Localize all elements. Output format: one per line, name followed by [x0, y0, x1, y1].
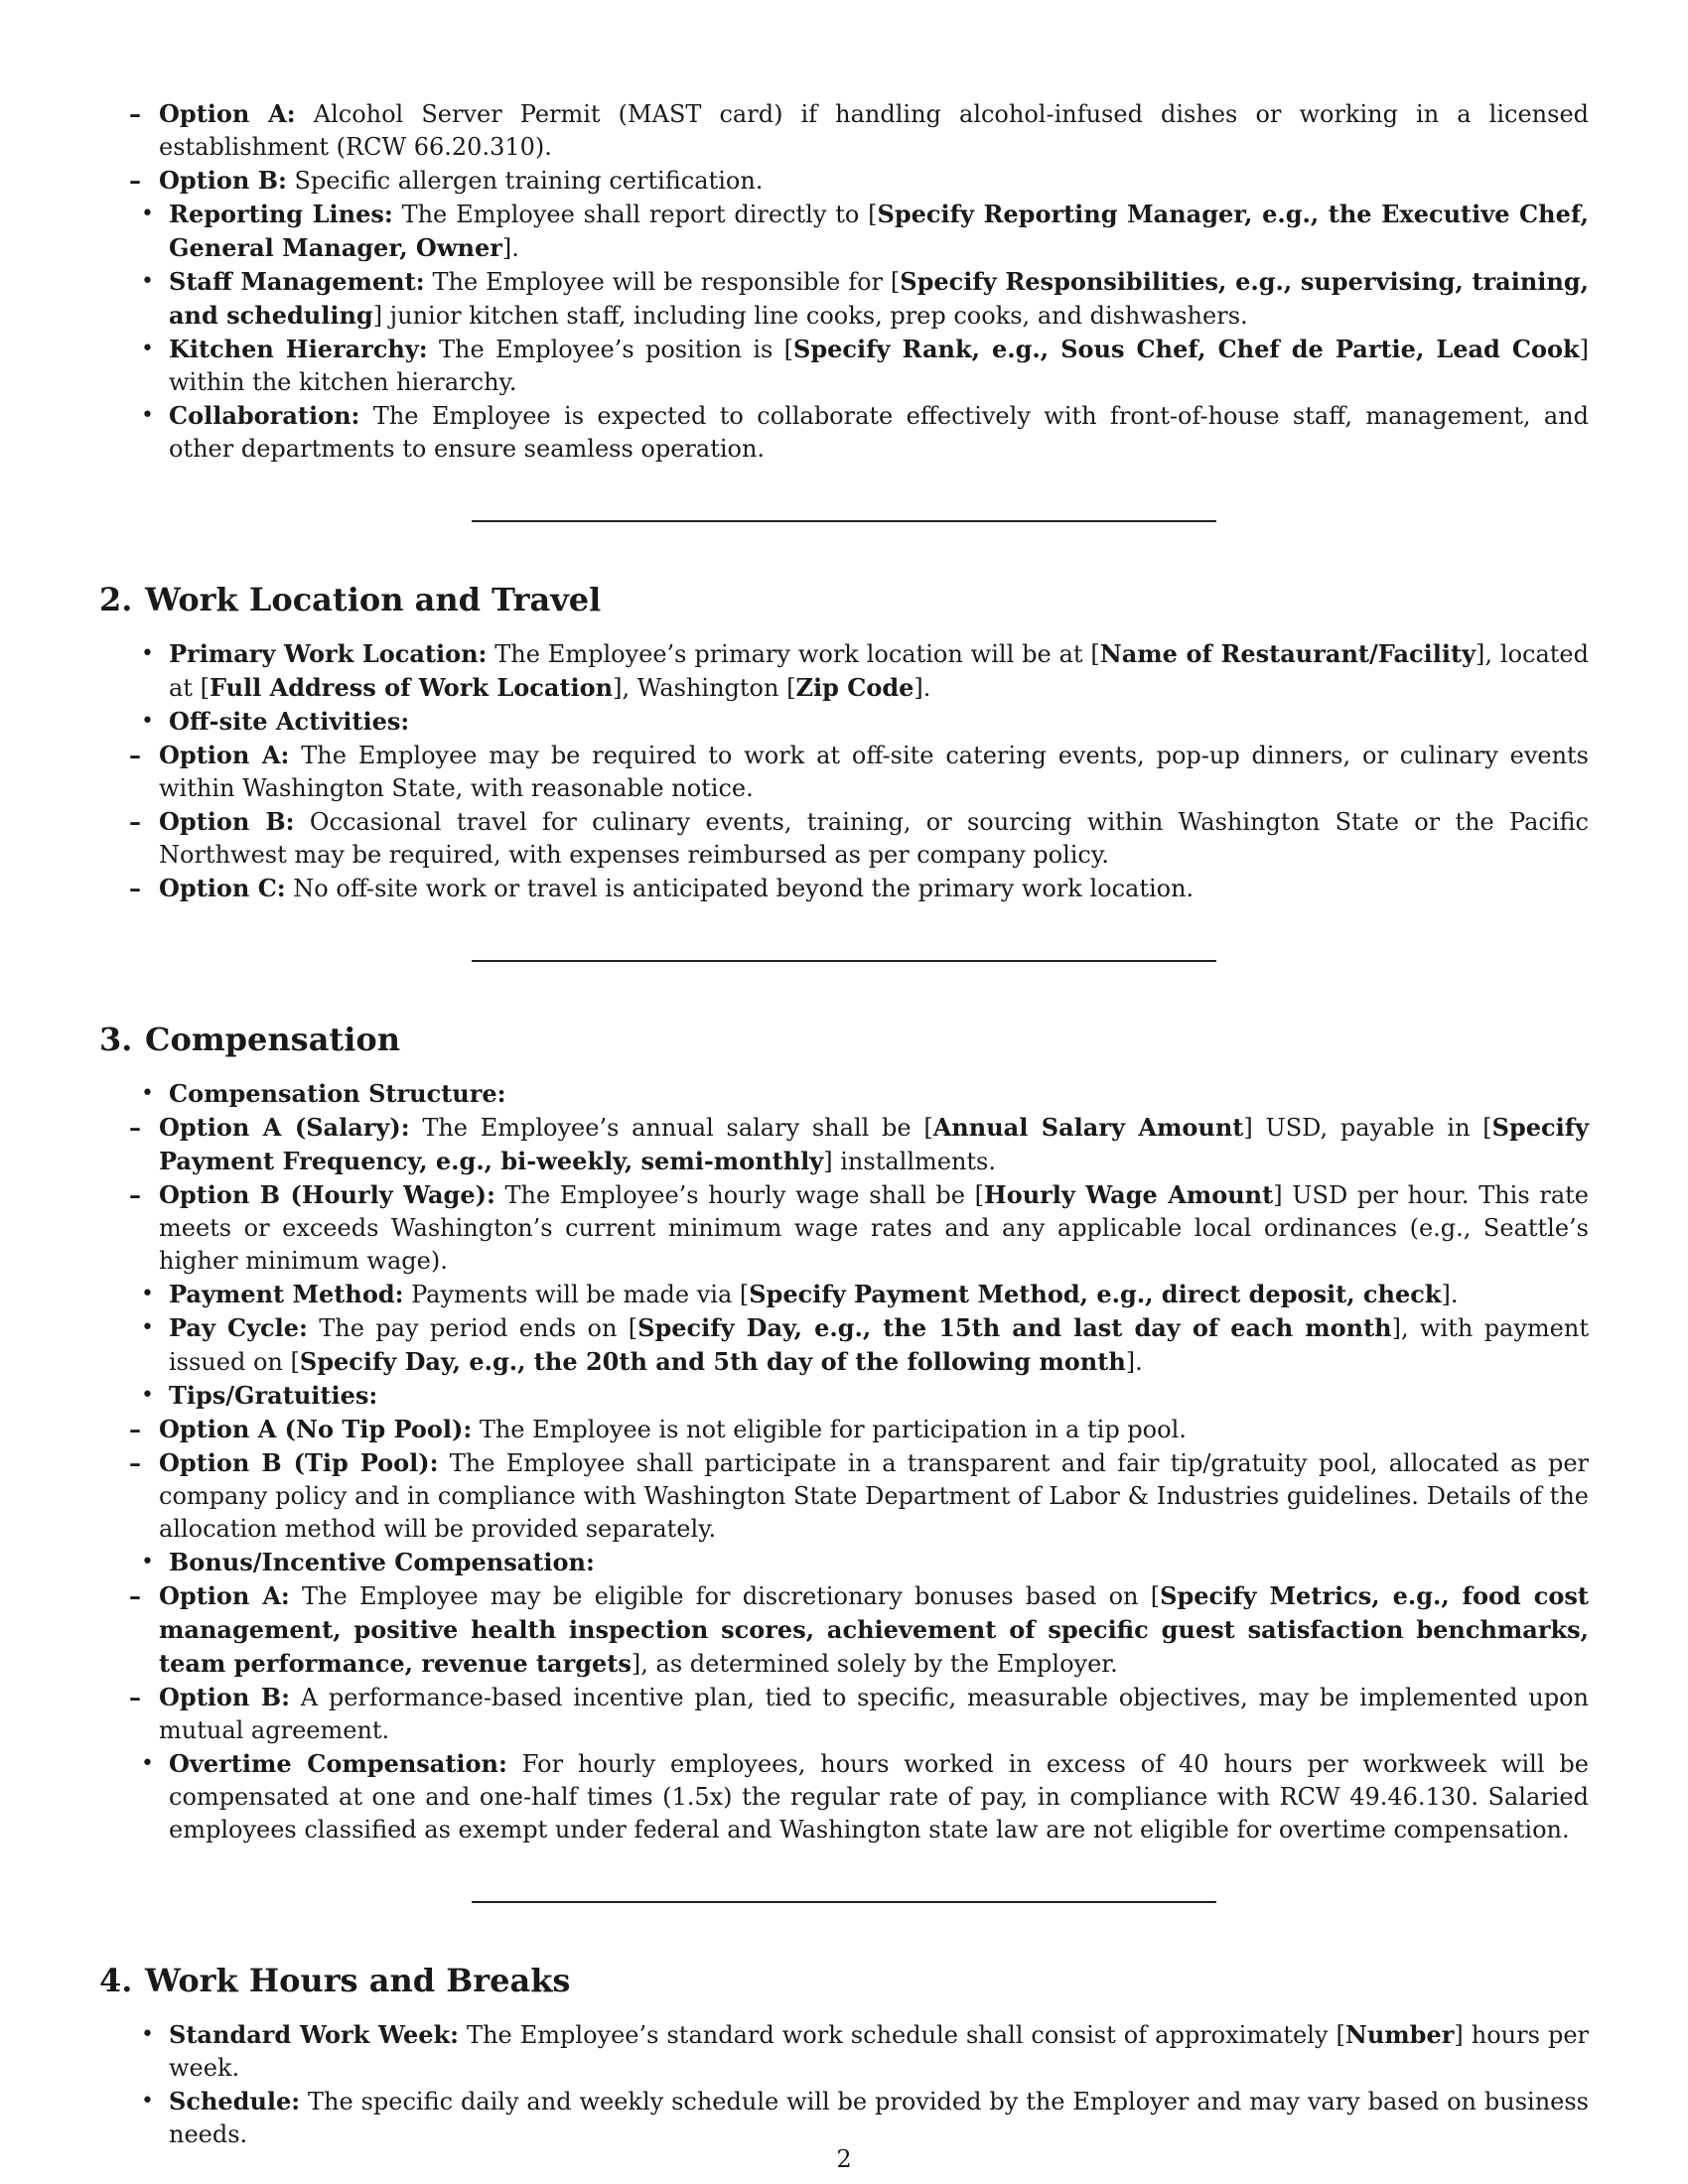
list-item	[99, 2018, 1589, 2085]
list-item	[99, 2085, 1589, 2151]
continued-list	[99, 97, 1589, 466]
item-text: ].	[501, 234, 519, 262]
section-number: 4.	[99, 1962, 133, 1999]
item-text: The Employee’s primary work location will be at [	[487, 640, 1100, 668]
list-item	[99, 1077, 1589, 1111]
section-title: Compensation	[145, 1021, 400, 1058]
item-text: ] installments.	[823, 1148, 997, 1175]
section-title: Work Hours and Breaks	[145, 1962, 571, 1999]
item-text: The Employee may be eligible for discretionary bonuses based on [	[289, 1582, 1161, 1610]
item-bold-text: Specify Day, e.g., the 15th and last day of each month	[637, 1313, 1392, 1342]
item-text: The Employee shall report directly to [	[392, 201, 878, 228]
sub-list-item	[99, 164, 1589, 198]
list-item	[99, 198, 1589, 265]
item-bold-text: Reporting Lines:	[169, 200, 393, 228]
item-bold-text: Schedule:	[169, 2087, 301, 2116]
section-number: 3.	[99, 1021, 133, 1058]
document-body	[99, 97, 1589, 2151]
item-text: ], located at [	[169, 640, 1589, 702]
item-bold-text: Option B:	[159, 807, 295, 836]
item-text: The specific daily and weekly schedule will be provided by the Employer and may vary based on business needs.	[169, 2088, 1589, 2148]
item-bold-text: Option A:	[159, 741, 290, 769]
sub-list-item	[99, 739, 1589, 805]
item-text: ].	[1441, 1281, 1459, 1308]
item-text: Specific allergen training certification.	[286, 167, 764, 195]
item-bold-text: Option A (No Tip Pool):	[159, 1415, 473, 1443]
item-bold-text: Specify Payment Frequency, e.g., bi-weekly, semi-monthly	[159, 1113, 1590, 1175]
sub-list-item	[99, 1413, 1589, 1446]
item-text: The Employee’s position is [	[427, 336, 794, 363]
item-text: For hourly employees, hours worked in excess of 40 hours per workweek will be compensated at one and one-half times (1.5x) the regular rate of pay, in compliance with RCW 49.46.130. Salaried employees classified as exempt under federal and Washington state law are not eligible for overtime compensation.	[169, 1750, 1589, 1843]
section-title: Work Location and Travel	[145, 581, 602, 618]
item-text: The Employee’s hourly wage shall be [	[494, 1181, 985, 1209]
item-text: The pay period ends on [	[307, 1314, 638, 1342]
item-bold-text: Option B:	[159, 1683, 290, 1711]
section-list	[99, 2018, 1589, 2151]
item-bold-text: Hourly Wage Amount	[984, 1180, 1274, 1209]
item-bold-text: Full Address of Work Location	[209, 673, 614, 702]
sections-container	[99, 520, 1589, 2151]
list-item	[99, 1546, 1589, 1579]
list-item	[99, 1747, 1589, 1846]
item-text: ], with payment issued on [	[169, 1314, 1589, 1376]
item-bold-text: Option B:	[159, 166, 287, 195]
item-text: The Employee shall participate in a transparent and fair tip/gratuity pool, allocated as per company policy and in compliance with Washington State Department of Labor & Industries guidelines. Details of the allocation method will be provided separately.	[159, 1449, 1589, 1543]
item-bold-text: Pay Cycle:	[169, 1313, 308, 1342]
item-text: The Employee may be required to work at off-site catering events, pop-up dinners, or culinary events within Washington State, with reasonable notice.	[159, 742, 1589, 802]
sub-list-item	[99, 1681, 1589, 1747]
section-list	[99, 1077, 1589, 1846]
section-heading	[99, 580, 1589, 619]
item-bold-text: Number	[1344, 2020, 1455, 2049]
item-bold-text: Overtime Compensation:	[169, 1749, 507, 1778]
item-text: ].	[914, 674, 931, 702]
item-text: ] USD, payable in [	[1243, 1114, 1492, 1142]
item-text: No off-site work or travel is anticipated beyond the primary work location.	[285, 875, 1195, 902]
item-text: ], as determined solely by the Employer.	[631, 1650, 1118, 1678]
item-text: ] junior kitchen staff, including line cooks, prep cooks, and dishwashers.	[372, 302, 1248, 330]
item-text: ] USD per hour. This rate meets or exceeds Washington’s current minimum wage rates and any applicable local ordinances (e.g., Seattle’s higher minimum wage).	[159, 1181, 1590, 1275]
item-bold-text: Tips/Gratuities:	[169, 1381, 378, 1410]
item-text: ], Washington [	[613, 674, 796, 702]
item-text: The Employee’s standard work schedule shall consist of approximately [	[459, 2021, 1345, 2049]
item-text: ] hours per week.	[169, 2021, 1589, 2082]
item-text: Alcohol Server Permit (MAST card) if handling alcohol-infused dishes or working in a licensed establishment (RCW 66.20.310).	[159, 100, 1590, 161]
item-bold-text: Standard Work Week:	[169, 2020, 460, 2049]
item-bold-text: Option B (Tip Pool):	[159, 1448, 439, 1477]
sub-list-item	[99, 1111, 1589, 1178]
page-number: 2	[836, 2145, 852, 2173]
item-bold-text: Specify Day, e.g., the 20th and 5th day of the following month	[299, 1347, 1126, 1376]
section-heading	[99, 1020, 1589, 1059]
list-item	[99, 637, 1589, 705]
sub-list-item	[99, 1178, 1589, 1278]
item-text: The Employee is not eligible for participation in a tip pool.	[472, 1416, 1187, 1443]
item-text: ].	[1125, 1348, 1143, 1376]
item-bold-text: Option A (Salary):	[159, 1113, 410, 1142]
item-bold-text: Specify Reporting Manager, e.g., the Executive Chef, General Manager, Owner	[169, 200, 1589, 262]
list-item	[99, 333, 1589, 399]
sub-list-item	[99, 97, 1589, 164]
item-bold-text: Zip Code	[795, 673, 914, 702]
sub-list-item	[99, 1579, 1589, 1681]
item-bold-text: Option A:	[159, 1581, 290, 1610]
item-bold-text: Bonus/Incentive Compensation:	[169, 1548, 595, 1576]
item-bold-text: Specify Responsibilities, e.g., supervising, training, and scheduling	[169, 267, 1589, 330]
section-number: 2.	[99, 581, 133, 618]
list-item	[99, 1379, 1589, 1413]
sub-list-item	[99, 872, 1589, 905]
list-item	[99, 1278, 1589, 1311]
list-item	[99, 705, 1589, 739]
item-bold-text: Kitchen Hierarchy:	[169, 335, 428, 363]
item-bold-text: Option C:	[159, 874, 286, 902]
item-text: Payments will be made via [	[403, 1281, 750, 1308]
item-bold-text: Specify Payment Method, e.g., direct deposit, check	[749, 1280, 1442, 1308]
item-bold-text: Name of Restaurant/Facility	[1099, 639, 1477, 668]
section-heading	[99, 1961, 1589, 2000]
list-item	[99, 265, 1589, 333]
item-bold-text: Staff Management:	[169, 267, 425, 296]
item-text: ] within the kitchen hierarchy.	[169, 336, 1590, 396]
section-divider	[472, 960, 1216, 962]
item-bold-text: Compensation Structure:	[169, 1079, 506, 1108]
item-bold-text: Option B (Hourly Wage):	[159, 1180, 495, 1209]
item-bold-text: Annual Salary Amount	[932, 1113, 1244, 1142]
item-bold-text: Specify Metrics, e.g., food cost management, positive health inspection scores, achievement of specific guest satisfaction benchmarks, team performance, revenue targets	[159, 1581, 1589, 1678]
section-divider	[472, 1901, 1216, 1903]
item-text: A performance-based incentive plan, tied to specific, measurable objectives, may be implemented upon mutual agreement.	[159, 1684, 1589, 1744]
item-bold-text: Specify Rank, e.g., Sous Chef, Chef de Partie, Lead Cook	[793, 335, 1580, 363]
section-divider	[472, 520, 1216, 522]
section-list	[99, 637, 1589, 905]
item-text: Occasional travel for culinary events, training, or sourcing within Washington State or the Pacific Northwest may be required, with expenses reimbursed as per company policy.	[159, 808, 1589, 869]
item-bold-text: Off-site Activities:	[169, 707, 410, 736]
list-item	[99, 399, 1589, 466]
item-text: The Employee is expected to collaborate effectively with front-of-house staff, management, and other departments to ensure seamless operation.	[169, 402, 1589, 463]
item-bold-text: Payment Method:	[169, 1280, 404, 1308]
item-bold-text: Primary Work Location:	[169, 639, 488, 668]
list-item	[99, 1311, 1589, 1379]
sub-list-item	[99, 805, 1589, 872]
item-bold-text: Collaboration:	[169, 401, 360, 430]
item-bold-text: Option A:	[159, 99, 296, 128]
sub-list-item	[99, 1446, 1589, 1546]
item-text: The Employee’s annual salary shall be [	[409, 1114, 933, 1142]
item-text: The Employee will be responsible for [	[424, 268, 901, 296]
